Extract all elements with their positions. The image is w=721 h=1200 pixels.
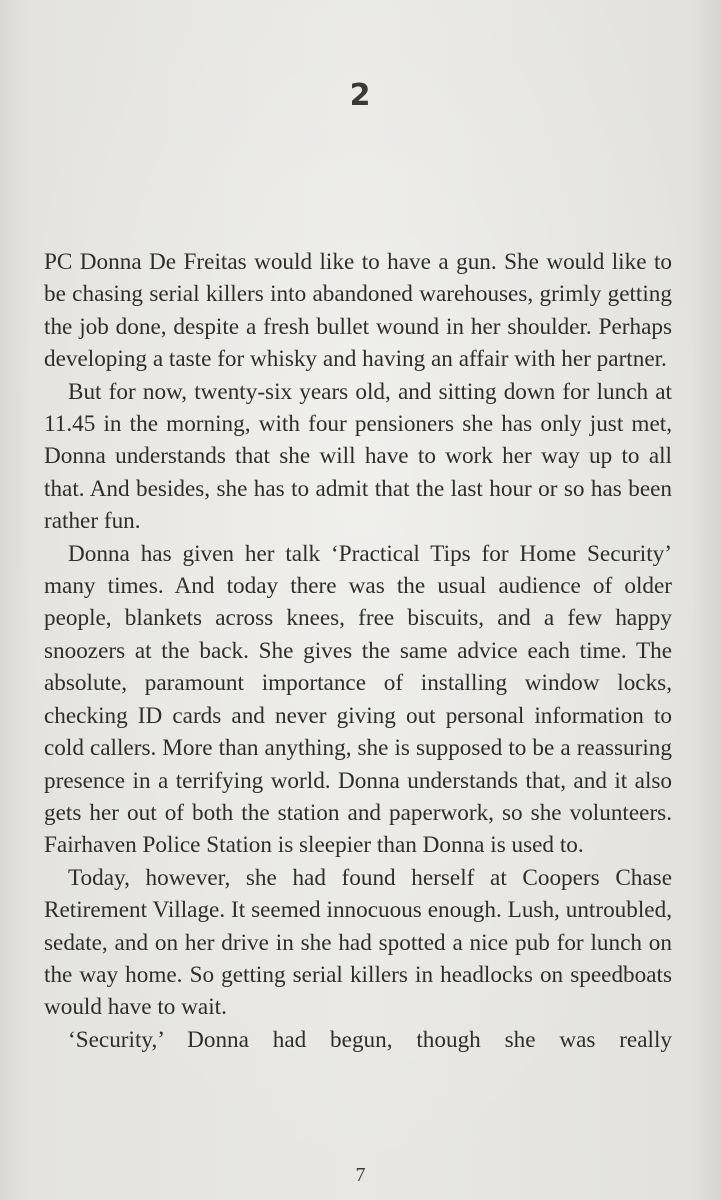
page-number: 7 — [355, 1164, 366, 1186]
paragraph-4: Today, however, she had found herself at Coopers Chase Retirement Village. It seemed innocuous enough. Lush, untroubled, sedate, and on her drive in she had spotted a nice pub for lunch on the way home. So getting serial killers in headlocks on speedboats would have to wait. — [44, 864, 672, 1021]
chapter-body — [44, 246, 672, 1056]
chapter-number: 2 — [349, 78, 372, 113]
paragraph-2: But for now, twenty-six years old, and sitting down for lunch at 11.45 in the morning, with four pensioners she has only just met, Donna understands that she will have to work her way up to all that. And besides, she has to admit that the last hour or so has been rather fun. — [44, 378, 672, 535]
paragraph-1: PC Donna De Freitas would like to have a gun. She would like to be chasing serial killers into abandoned warehouses, grimly getting the job done, despite a fresh bullet wound in her shoulder. Perhaps developing a taste for whisky and having an affair with her partner. — [44, 249, 672, 373]
paragraph-3: Donna has given her talk ‘Practical Tips for Home Security’ many times. And today there was the usual audience of older people, blankets across knees, free biscuits, and a few happy snoozers at the back. She gives the same advice each time. The absolute, paramount importance of installing window locks, checking ID cards and never giving out personal information to cold callers. More than anything, she is supposed to be a reassuring presence in a terrifying world. Donna understands that, and it also gets her out of both the station and paperwork, so she volunteers. Fairhaven Police Station is sleepier than Donna is used to. — [44, 540, 672, 859]
paragraph-5: ‘Security,’ Donna had begun, though she was really — [68, 1026, 672, 1053]
